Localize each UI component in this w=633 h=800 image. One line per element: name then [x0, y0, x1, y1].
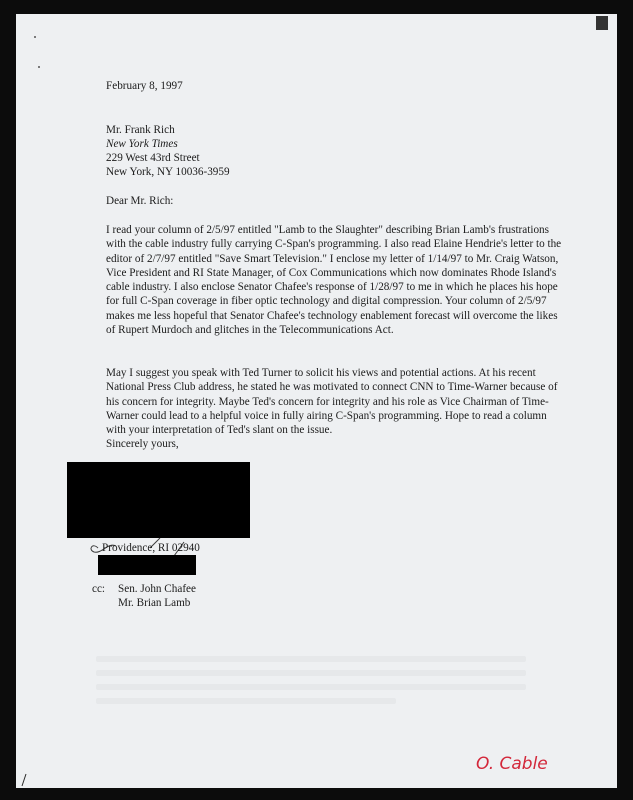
sender-city: Providence, RI 02940: [102, 542, 200, 554]
recipient-name: Mr. Frank Rich: [106, 124, 175, 136]
body-paragraph-2: May I suggest you speak with Ted Turner to solicit his views and potential actions. At his recent National Press Club address, he stated he was motivated to connect CNN to Time-Warner because of his concern for integrity. Maybe Ted's concern for integrity and his role as Vice Chairman of Time-Warner could lead to a helpful voice in fully airing C-Span's programming. Hope to read a column with your interpretation of Ted's slant on the issue.: [106, 367, 558, 437]
cc-label: cc:: [92, 583, 106, 595]
bleed-through-line: [96, 698, 396, 704]
cc-recipient-2: Mr. Brian Lamb: [118, 597, 191, 609]
body-paragraph-1: I read your column of 2/5/97 entitled "Lamb to the Slaughter" describing Brian Lamb's frustrations with the cable industry fully carrying C-Span's programming. I also read Elaine Hendrie's letter to the editor of 2/7/97 entitled "Save Smart Television." I enclose my letter of 1/14/97 to Mr. Craig Watson, Vice President and RI State Manager, of Cox Communications which now dominates Rhode Island's cable industry. I also enclose Senator Chafee's response of 1/28/97 to me in which he places his hope for full C-Span coverage in fiber optic technology and digital compression. Your column of 2/5/97 makes me less hopeful that Senator Chafee's technology enablement forecast will overcome the likes of Rupert Murdoch and glitches in the Telecommunications Act.: [106, 224, 562, 337]
bleed-through-line: [96, 684, 526, 690]
redacted-phone: [98, 555, 196, 575]
salutation: Dear Mr. Rich:: [106, 195, 174, 207]
cc-recipient-1: Sen. John Chafee: [118, 583, 196, 595]
scan-edge-mark: [596, 16, 608, 30]
letter-page: [16, 14, 617, 788]
letter-date: February 8, 1997: [106, 80, 183, 92]
recipient-publication: New York Times: [106, 138, 178, 150]
handwritten-annotation: O. Cable: [476, 754, 548, 774]
page-corner-mark: [16, 764, 36, 788]
punch-mark: [34, 36, 36, 38]
closing: Sincerely yours,: [106, 438, 179, 450]
punch-mark: [38, 66, 40, 68]
recipient-street: 229 West 43rd Street: [106, 152, 200, 164]
recipient-city: New York, NY 10036-3959: [106, 166, 230, 178]
bleed-through-line: [96, 656, 526, 662]
bleed-through-line: [96, 670, 526, 676]
redacted-signature-block: [67, 462, 250, 538]
